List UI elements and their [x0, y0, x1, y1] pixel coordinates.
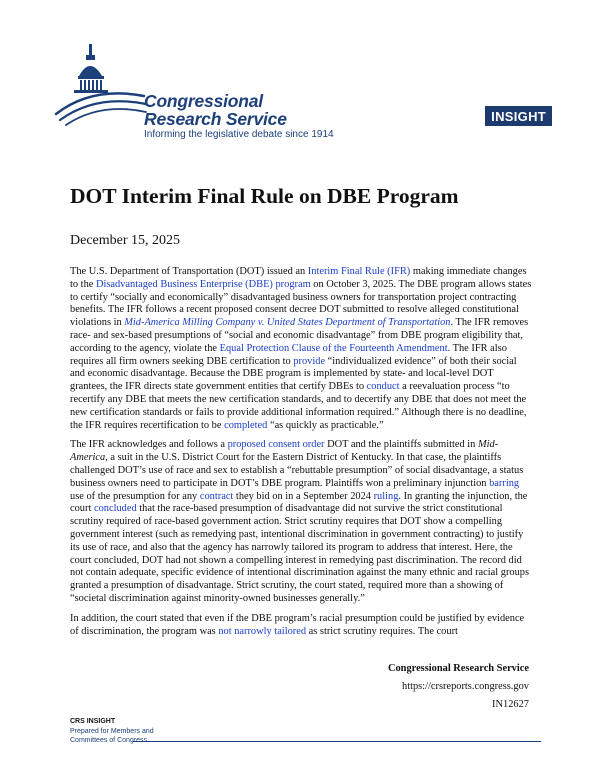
inline-link[interactable]: Disadvantaged Business Enterprise (DBE) program	[95, 278, 311, 290]
text-run: on October 3, 2025. The DBE program allows states to certify “socially and economically” disadvantaged business owners for transportation project contracting benefits. The IFR follows a recent proposed consent decree DOT submitted to resolve alleged constitutional violations in	[70, 278, 532, 329]
inline-link[interactable]: completed	[224, 419, 268, 431]
inline-link[interactable]: not narrowly tailored	[218, 625, 307, 637]
text-run: they bid on in a September 2024	[233, 490, 374, 502]
inline-link[interactable]: Mid-America Milling Company v. United States Department of Transportation	[124, 317, 451, 329]
text-run: The U.S. Department of Transportation (DOT) issued an	[70, 266, 308, 277]
footer-divider	[133, 741, 541, 742]
footer-source	[388, 660, 529, 714]
page-title: DOT Interim Final Rule on DBE Program	[70, 184, 459, 208]
report-body	[70, 266, 532, 645]
text-run: a reevaluation process “to recertify any DBE that meets the new certification standards, and to decertify any DBE that does not meet the new certification standards or fails to provide additional information required.” Although there is no deadline, the IFR requires recertification to be	[70, 381, 527, 431]
text-run: , a suit in the U.S. District Court for the Eastern District of Kentucky. In that case, the plaintiffs challenged DOT’s use of race and sex to establish a “rebuttable presumption” of social disadvantage, a status business owners need to participate in DOT’s DBE program. Plaintiffs won a preliminary injunction	[70, 452, 524, 489]
org-tagline: Informing the legislative debate since 1914	[144, 129, 334, 140]
text-run: . The IFR also requires all firm owners seeking DBE certification to	[70, 342, 507, 367]
text-run: use of the presumption for any	[70, 490, 200, 502]
text-run: DOT and the plaintiffs submitted in	[324, 439, 478, 451]
inline-link[interactable]: Interim Final Rule (IFR)	[307, 266, 411, 277]
text-run: . In granting the injunction, the court	[70, 490, 528, 515]
text-run: In addition, the court stated that even if the DBE program’s racial presumption could be justified by evidence of discrimination, the program was	[70, 612, 525, 637]
footer-org: Congressional Research Service	[387, 663, 529, 674]
inline-link[interactable]: concluded	[93, 503, 137, 515]
capitol-dome-icon	[52, 42, 147, 127]
insight-badge: INSIGHT	[485, 106, 552, 126]
footer-label-line: Prepared for Members and	[70, 727, 154, 735]
italic-text: Mid-America	[70, 439, 499, 464]
inline-link[interactable]: ruling	[373, 490, 399, 502]
text-run: “individualized evidence” of both their social and economic disadvantage. Because the DBE program is implemented by state- and local-level DOT grantees, the IFR directs state government entities that certify DBEs to	[70, 355, 517, 393]
text-run: . The IFR removes race- and sex-based presumptions of “social and economic disadvantage” from DBE program eligibility that, according to the agency, violate the	[70, 317, 529, 354]
inline-link[interactable]: conduct	[366, 381, 400, 393]
body-paragraph	[70, 613, 532, 639]
inline-link[interactable]: proposed consent order	[227, 439, 325, 451]
publication-date: December 15, 2025	[70, 233, 181, 248]
org-name: Congressional Research Service	[144, 91, 287, 129]
body-paragraph	[70, 266, 532, 432]
text-run: that the race-based presumption of disadvantage did not survive the strict constitutional scrutiny required of race-based government action. Strict scrutiny requires that DOT show a compelling government interest (such as remedying past, intentional discrimination in government contracting) to justify its use of race, and also that the agency has narrowly tailored its program to address that interest. Here, the court concluded, DOT had not shown a compelling interest in remedying past discrimination. The record did not contain adequate, specific evidence of intentional discrimination against the many ethnic and racial groups granted a presumption of disadvantage. Strict scrutiny, the court stated, required more than a showing of “societal discrimination against minority-owned businesses generally.”	[70, 503, 530, 604]
footer-label-title: CRS INSIGHT	[70, 718, 116, 725]
inline-link[interactable]: barring	[489, 477, 520, 489]
footer-label-line: Committees of Congress	[70, 737, 148, 744]
inline-link[interactable]: Equal Protection Clause of the Fourteenth Amendment	[219, 342, 448, 354]
footer-url[interactable]: https://crsreports.congress.gov	[402, 681, 529, 692]
report-header	[52, 42, 552, 152]
text-run: The IFR acknowledges and follows a	[70, 439, 228, 451]
body-paragraph	[70, 439, 532, 605]
text-run: “as quickly as practicable.”	[267, 419, 384, 431]
inline-link[interactable]: contract	[199, 490, 234, 502]
text-run: making immediate changes to the	[70, 266, 527, 290]
footer-product-id: IN12627	[492, 699, 529, 710]
inline-link[interactable]: provide	[293, 355, 326, 367]
text-run: as strict scrutiny requires. The court	[306, 625, 458, 637]
